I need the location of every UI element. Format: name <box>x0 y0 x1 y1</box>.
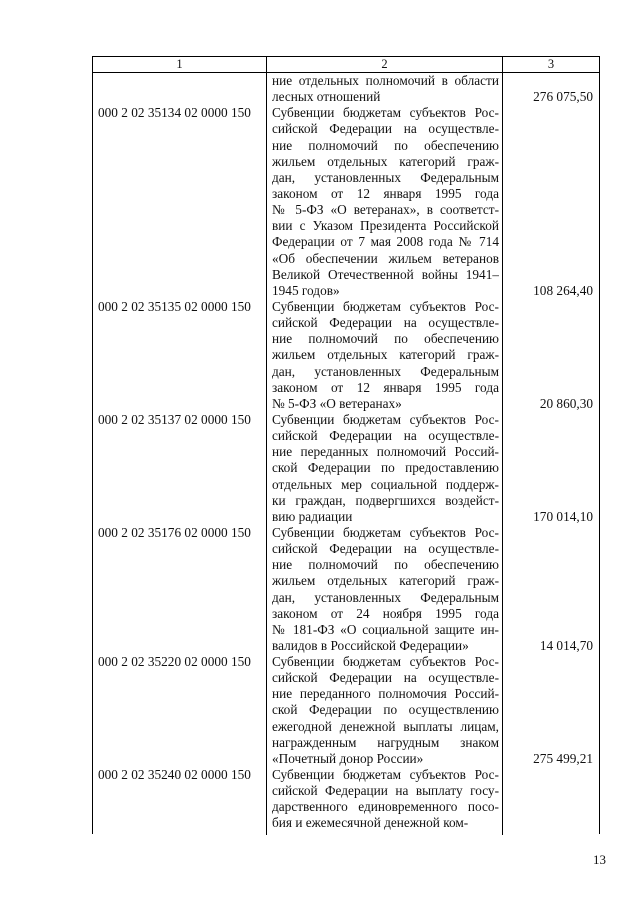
budget-code: 000 2 02 35220 02 0000 150 <box>98 654 251 670</box>
description-line: ской Федерации по осуществлению <box>272 702 499 718</box>
budget-code: 000 2 02 35240 02 0000 150 <box>98 767 251 783</box>
page-number: 13 <box>593 852 606 867</box>
description-line: Субвенции бюджетам субъектов Рос- <box>272 654 499 670</box>
description-line: дан, установленных Федеральным <box>272 363 499 379</box>
table-header <box>93 57 599 73</box>
header-col-2: 2 <box>267 57 503 72</box>
description-line: жильем отдельных категорий граж- <box>272 573 499 589</box>
description-line: вию радиации <box>272 508 353 524</box>
code-column <box>93 73 267 835</box>
description-line: законом от 24 ноября 1995 года <box>272 605 499 621</box>
description-line: сийской Федерации на осуществле- <box>272 670 499 686</box>
description-line: «Почетный донор России» <box>272 750 424 766</box>
description-line: сийской Федерации на осуществле- <box>272 428 499 444</box>
table-body <box>93 73 599 835</box>
description-line: дан, установленных Федеральным <box>272 589 499 605</box>
description-line: вии с Указом Президента Российской <box>272 218 499 234</box>
amount-column <box>503 73 599 835</box>
description-line: награжденным нагрудным знаком <box>272 734 499 750</box>
description-line: № 5-ФЗ «О ветеранах», в соответст- <box>272 202 499 218</box>
description-line: ние полномочий по обеспечению <box>272 557 499 573</box>
description-line: Субвенции бюджетам субъектов Рос- <box>272 105 499 121</box>
description-line: ежегодной денежной выплаты лицам, <box>272 718 499 734</box>
description-line: ние полномочий по обеспечению <box>272 331 499 347</box>
description-line: бия и ежемесячной денежной ком- <box>272 815 469 831</box>
description-line: 1945 годов» <box>272 282 340 298</box>
description-line: ние полномочий по обеспечению <box>272 137 499 153</box>
description-line: № 5-ФЗ «О ветеранах» <box>272 395 402 411</box>
description-line: № 181-ФЗ «О социальной защите ин- <box>272 621 499 637</box>
description-line: Субвенции бюджетам субъектов Рос- <box>272 767 499 783</box>
description-line: законом от 12 января 1995 года <box>272 379 499 395</box>
description-line: ние переданных полномочий Россий- <box>272 444 499 460</box>
budget-code: 000 2 02 35135 02 0000 150 <box>98 299 251 315</box>
description-line: ние отдельных полномочий в области <box>272 73 499 88</box>
description-line: валидов в Российской Федерации» <box>272 637 469 653</box>
description-line: Субвенции бюджетам субъектов Рос- <box>272 524 499 540</box>
header-col-3: 3 <box>547 57 555 71</box>
description-line: сийской Федерации на осуществле- <box>272 121 499 137</box>
amount-value: 14 014,70 <box>539 638 593 654</box>
description-line: отдельных мер социальной поддерж- <box>272 476 499 492</box>
description-line: Федерации от 7 мая 2008 года № 714 <box>272 234 499 250</box>
description-line: ки граждан, подвергшихся воздейст- <box>272 492 499 508</box>
description-line: Субвенции бюджетам субъектов Рос- <box>272 411 499 427</box>
amount-value: 108 264,40 <box>533 282 593 298</box>
amount-value: 275 499,21 <box>533 751 593 767</box>
budget-code: 000 2 02 35134 02 0000 150 <box>98 105 251 121</box>
amount-value: 170 014,10 <box>533 509 593 525</box>
description-line: сийской Федерации на осуществле- <box>272 541 499 557</box>
description-line: «Об обеспечении жильем ветеранов <box>272 250 499 266</box>
amount-value: 20 860,30 <box>539 396 593 411</box>
description-line: дарственного единовременного посо- <box>272 799 499 815</box>
description-line: лесных отношений <box>272 89 381 105</box>
budget-code: 000 2 02 35176 02 0000 150 <box>98 525 251 541</box>
description-line: ской Федерации по предоставлению <box>272 460 499 476</box>
description-line: Великой Отечественной войны 1941– <box>272 266 499 282</box>
description-line: сийской Федерации на выплату госу- <box>272 783 499 799</box>
description-column <box>267 73 503 835</box>
description-line: ние переданного полномочия Россий- <box>272 686 499 702</box>
description-line: жильем отдельных категорий граж- <box>272 347 499 363</box>
description-line: дан, установленных Федеральным <box>272 169 499 185</box>
description-line: Субвенции бюджетам субъектов Рос- <box>272 298 499 314</box>
budget-table <box>92 56 600 834</box>
description-line: сийской Федерации на осуществле- <box>272 315 499 331</box>
budget-code: 000 2 02 35137 02 0000 150 <box>98 412 251 428</box>
amount-value: 276 075,50 <box>533 89 593 105</box>
description-line: жильем отдельных категорий граж- <box>272 153 499 169</box>
description-line: законом от 12 января 1995 года <box>272 185 499 201</box>
header-col-1: 1 <box>93 57 267 72</box>
